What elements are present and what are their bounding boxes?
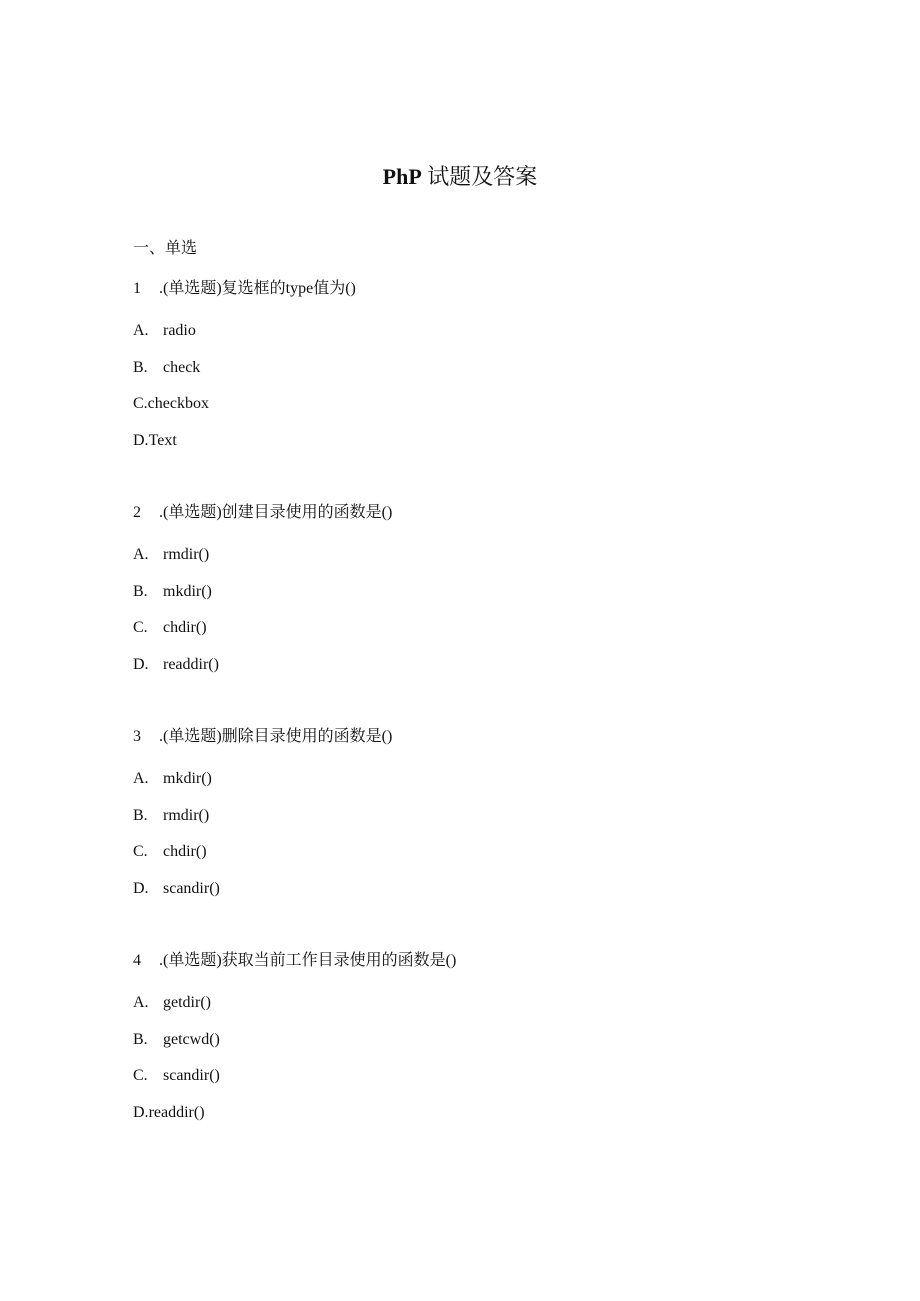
option-letter: C. bbox=[133, 1067, 148, 1084]
option-letter: D. bbox=[133, 1103, 149, 1121]
option-c bbox=[133, 841, 833, 863]
question-stem bbox=[133, 502, 833, 524]
option-letter: C. bbox=[133, 843, 148, 860]
option-letter: D. bbox=[133, 655, 149, 673]
option-b bbox=[133, 581, 833, 603]
option-text: rmdir() bbox=[163, 806, 210, 824]
option-c bbox=[133, 1065, 833, 1087]
option-letter: B. bbox=[133, 582, 148, 600]
question-4 bbox=[133, 950, 833, 1138]
option-letter: B. bbox=[133, 358, 148, 376]
question-text: .(单选题)复选框的type值为() bbox=[159, 280, 356, 297]
option-a bbox=[133, 768, 833, 790]
question-number: 2 bbox=[133, 504, 141, 521]
option-text: radio bbox=[163, 322, 196, 339]
question-3 bbox=[133, 726, 833, 914]
option-a bbox=[133, 320, 833, 342]
option-letter: C. bbox=[133, 395, 148, 412]
option-a bbox=[133, 992, 833, 1014]
option-text: scandir() bbox=[163, 879, 220, 897]
option-text: scandir() bbox=[163, 1067, 220, 1084]
option-d bbox=[133, 878, 833, 900]
option-b bbox=[133, 805, 833, 827]
question-number: 1 bbox=[133, 280, 141, 297]
question-text: .(单选题)创建目录使用的函数是() bbox=[159, 504, 393, 521]
section-heading: 一、单选 bbox=[133, 240, 198, 257]
option-list bbox=[133, 768, 833, 900]
option-text: rmdir() bbox=[163, 546, 210, 563]
option-letter: B. bbox=[133, 806, 148, 824]
option-text: readdir() bbox=[148, 1103, 205, 1121]
question-2 bbox=[133, 502, 833, 690]
option-text: checkbox bbox=[147, 395, 209, 412]
option-d bbox=[133, 654, 833, 676]
option-d bbox=[133, 430, 833, 452]
option-text: readdir() bbox=[163, 655, 219, 673]
option-a bbox=[133, 544, 833, 566]
document-title bbox=[0, 162, 920, 192]
question-1 bbox=[133, 278, 833, 466]
option-text: chdir() bbox=[163, 619, 207, 636]
option-list bbox=[133, 320, 833, 452]
title-latin: PhP bbox=[382, 164, 422, 189]
option-b bbox=[133, 357, 833, 379]
question-text: .(单选题)获取当前工作目录使用的函数是() bbox=[159, 952, 457, 969]
option-letter: A. bbox=[133, 770, 149, 787]
question-number: 3 bbox=[133, 728, 141, 745]
title-cjk: 试题及答案 bbox=[427, 164, 538, 189]
option-d bbox=[133, 1102, 833, 1124]
option-text: getcwd() bbox=[163, 1030, 220, 1048]
option-text: mkdir() bbox=[163, 770, 212, 787]
option-c bbox=[133, 393, 833, 415]
option-c bbox=[133, 617, 833, 639]
option-text: Text bbox=[148, 431, 177, 449]
option-letter: C. bbox=[133, 619, 148, 636]
option-letter: B. bbox=[133, 1030, 148, 1048]
option-letter: D. bbox=[133, 879, 149, 897]
option-text: check bbox=[163, 358, 201, 376]
question-stem bbox=[133, 950, 833, 972]
option-letter: A. bbox=[133, 322, 149, 339]
question-stem bbox=[133, 726, 833, 748]
option-text: chdir() bbox=[163, 843, 207, 860]
option-letter: A. bbox=[133, 546, 149, 563]
option-letter: D. bbox=[133, 431, 149, 449]
option-list bbox=[133, 544, 833, 676]
option-text: getdir() bbox=[163, 994, 211, 1011]
option-text: mkdir() bbox=[163, 582, 212, 600]
option-letter: A. bbox=[133, 994, 149, 1011]
option-b bbox=[133, 1029, 833, 1051]
question-stem bbox=[133, 278, 833, 300]
question-number: 4 bbox=[133, 952, 141, 969]
option-list bbox=[133, 992, 833, 1124]
question-text: .(单选题)删除目录使用的函数是() bbox=[159, 728, 393, 745]
